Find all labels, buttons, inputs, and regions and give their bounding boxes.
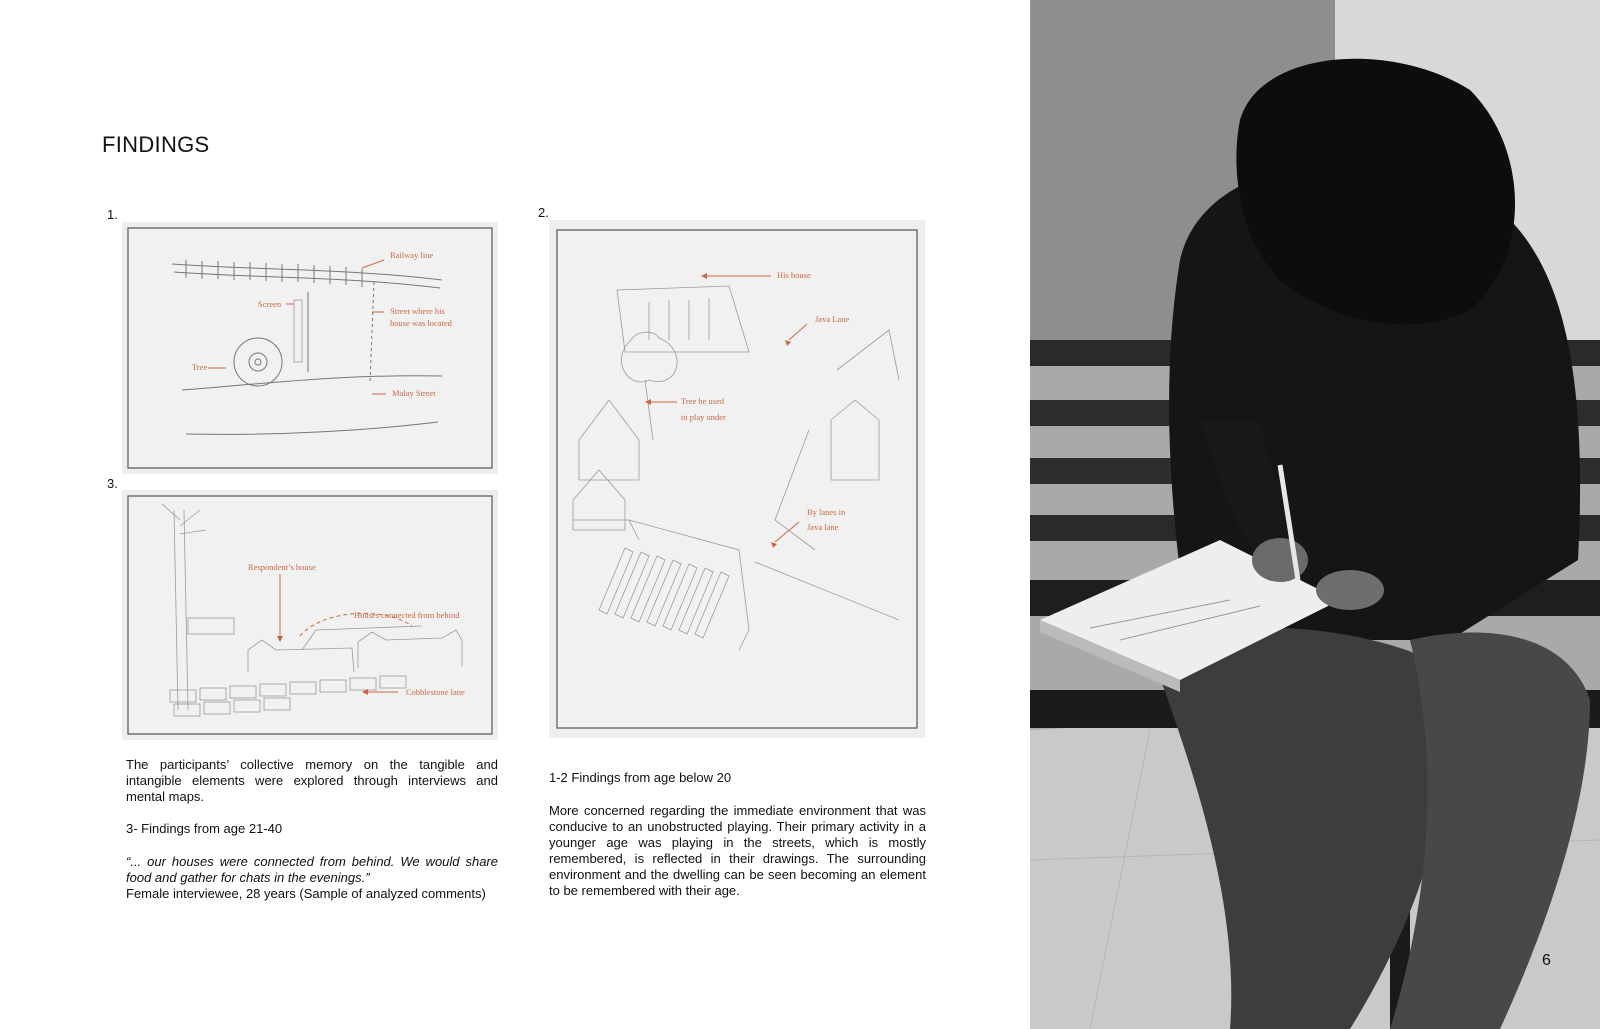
page-title: FINDINGS — [102, 132, 210, 157]
findings-21-40-heading: 3- Findings from age 21-40 — [126, 821, 283, 836]
label-tree: Tree — [192, 362, 208, 372]
figure-3-sketch — [122, 490, 498, 740]
label-houses-connected: Houses connected from behind — [354, 610, 460, 620]
label-tree-line-2: to play under — [681, 412, 726, 422]
interview-quote: “... our houses were connected from behind. We would share food and gather for chats in the evenings.” — [126, 854, 498, 885]
label-bylanes-line-1: By lanes in — [807, 507, 846, 517]
label-screen: Screen — [258, 299, 282, 309]
label-bylanes-line-2: Java lane — [807, 522, 839, 532]
label-java-lane: Java Lane — [815, 314, 850, 324]
label-street-line-2: house was located — [390, 318, 452, 328]
label-cobblestone-lane: Cobblestone lane — [406, 687, 465, 697]
findings-below-20-heading: 1-2 Findings from age below 20 — [549, 770, 732, 785]
page-number: 6 — [1542, 952, 1551, 969]
label-street-line-1: Street where his — [390, 306, 445, 316]
label-tree-line-1: Tree he used — [681, 396, 725, 406]
label-railway-line: Railway line — [390, 250, 434, 260]
photo-person-drawing — [1030, 0, 1600, 1029]
label-respondents-house: Respondent’s house — [248, 562, 316, 572]
findings-below-20-body: More concerned regarding the immediate environment that was conducive to an unobstructed playing. Their primary activity in a younger age was playing in the streets, which is mostly remembered, is reflected in their drawings. The surrounding environment and the dwelling can be seen becoming an element to be remembered with their age. — [549, 803, 926, 898]
figure-3-number: 3. — [107, 476, 118, 491]
figure-1-sketch — [122, 222, 498, 474]
left-text-column — [126, 757, 498, 902]
intro-paragraph: The participants’ collective memory on the tangible and intangible elements were explored through interviews and mental maps. — [126, 757, 498, 804]
right-text-column — [549, 770, 926, 899]
quote-attribution: Female interviewee, 28 years (Sample of analyzed comments) — [126, 886, 486, 901]
label-malay-street: Malay Street — [392, 388, 436, 398]
figure-2-number: 2. — [538, 205, 549, 220]
figure-2-sketch — [549, 220, 925, 738]
label-his-house: His house — [777, 270, 811, 280]
figure-1-number: 1. — [107, 207, 118, 222]
